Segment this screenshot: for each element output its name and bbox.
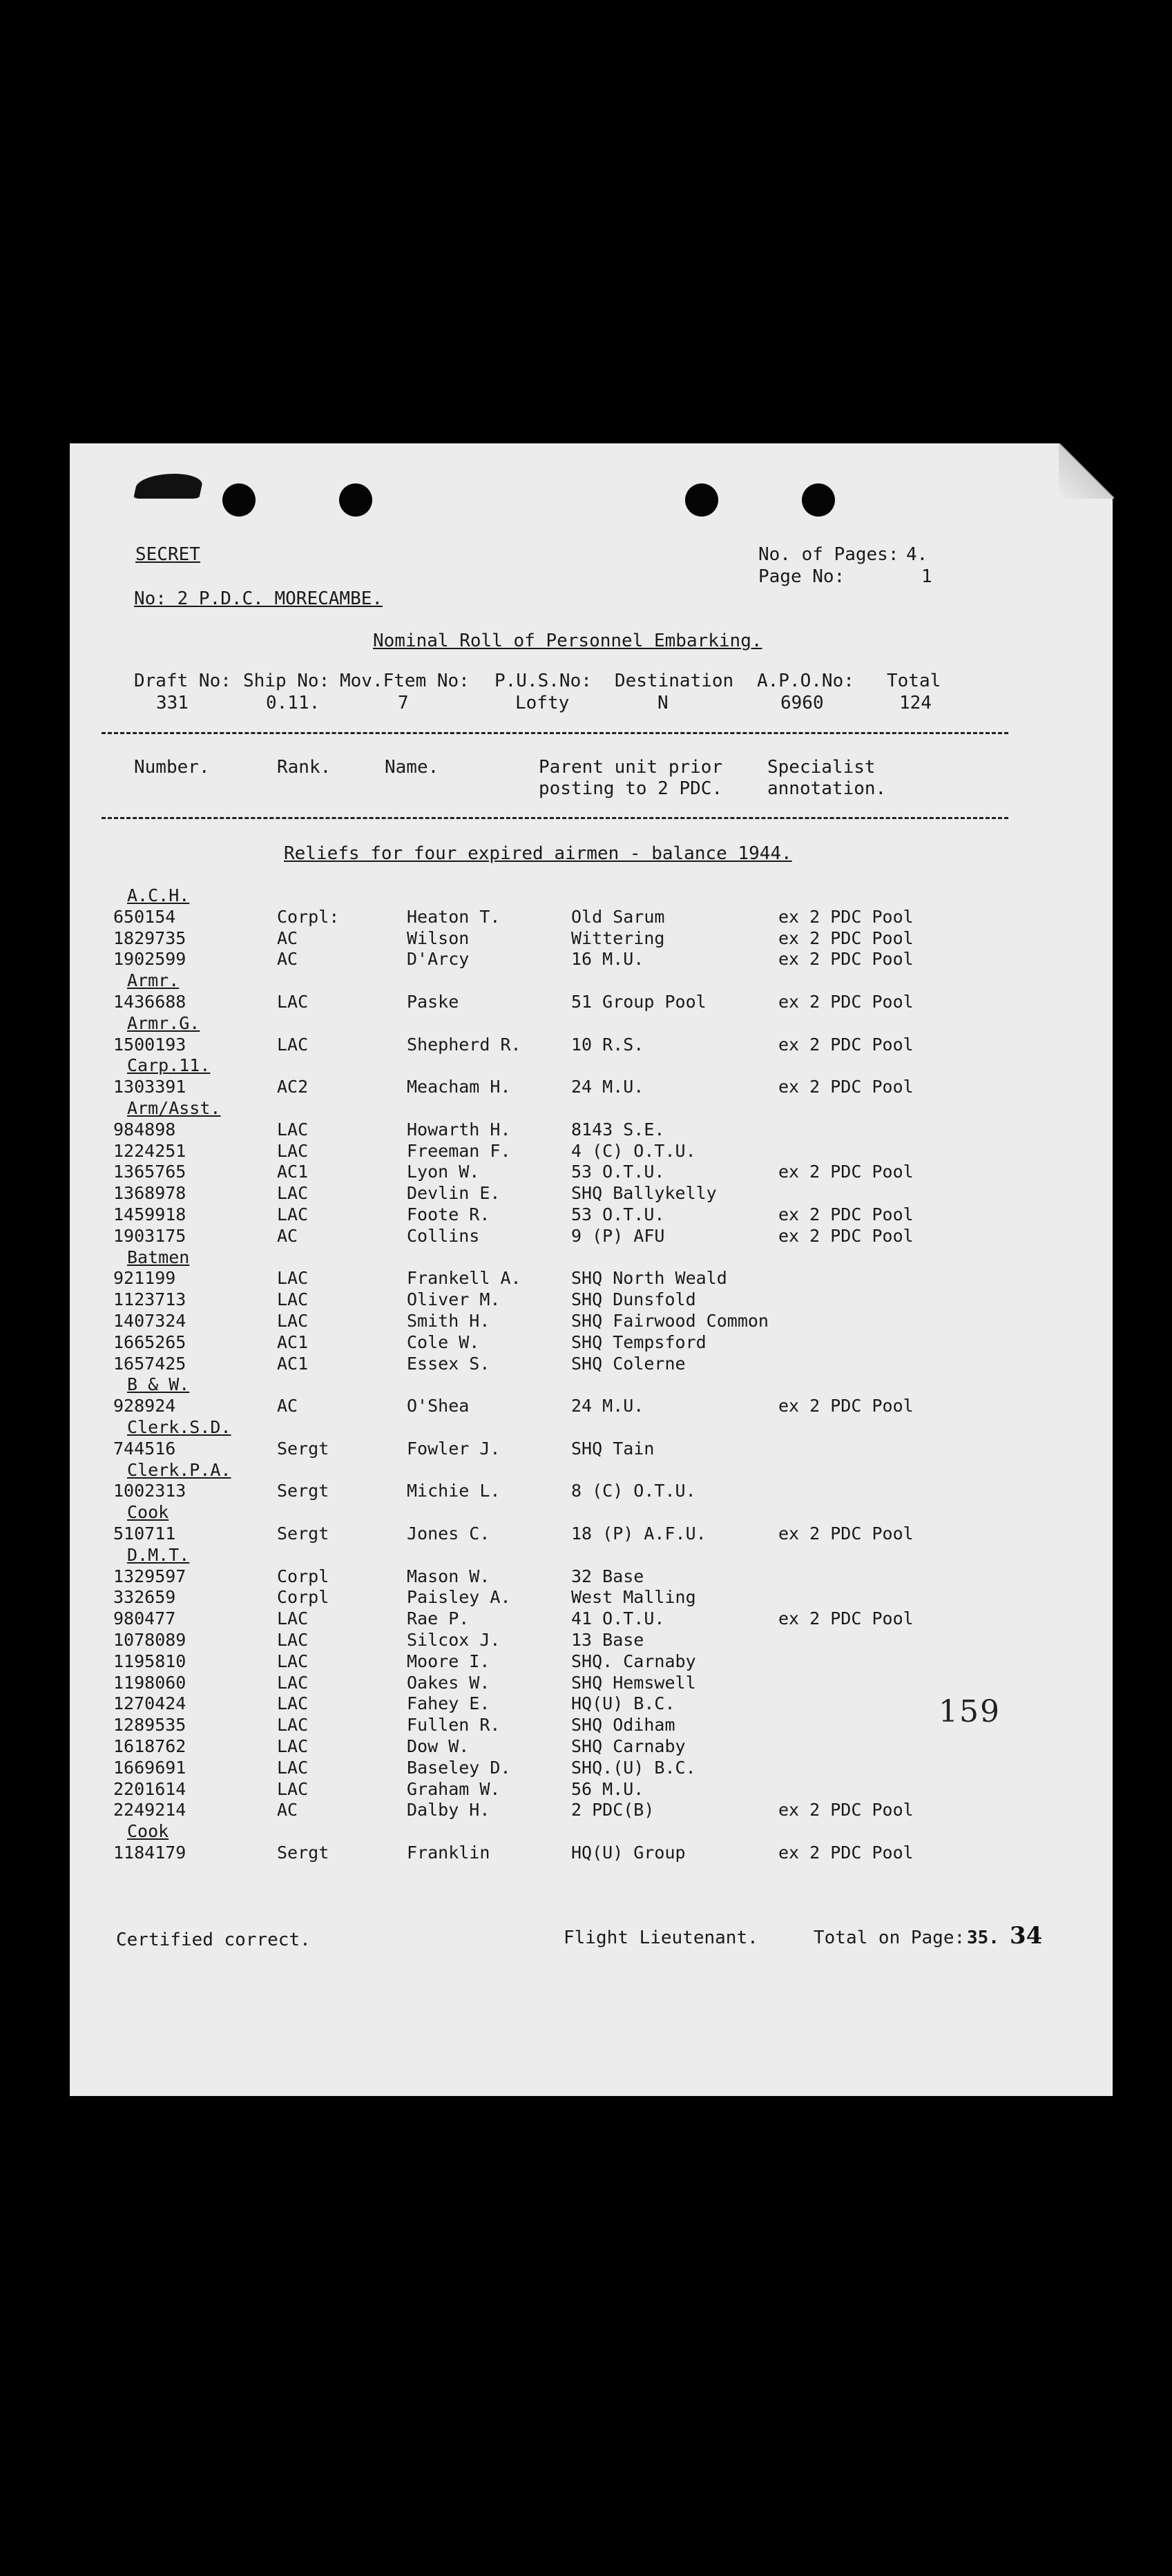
rank: AC1	[277, 1332, 309, 1352]
parent-unit: 32 Base	[571, 1566, 644, 1586]
service-number: 1198060	[113, 1672, 186, 1693]
airman-name: Oakes W.	[407, 1672, 490, 1693]
draft-value: 331	[156, 693, 189, 713]
page-stamp: 159	[939, 1694, 1001, 1729]
parent-unit: 24 M.U.	[571, 1396, 644, 1416]
page-value: 1	[921, 566, 932, 587]
ship-label: Ship No:	[243, 671, 330, 691]
airman-name: Meacham H.	[407, 1077, 511, 1097]
service-number: 1195810	[113, 1651, 186, 1671]
parent-unit: SHQ Tain	[571, 1438, 655, 1459]
draft-label: Draft No:	[134, 671, 231, 691]
rank: Corpl:	[277, 906, 340, 927]
service-number: 1500193	[113, 1034, 186, 1055]
rank: LAC	[277, 1311, 309, 1331]
pus-value: Lofty	[515, 693, 570, 713]
service-number: 1829735	[113, 927, 186, 948]
parent-unit: SHQ Ballykelly	[571, 1183, 717, 1204]
service-number: 1270424	[113, 1693, 186, 1714]
rank: LAC	[277, 1715, 309, 1736]
service-number: 1368978	[113, 1183, 186, 1204]
divider	[102, 732, 1008, 734]
airman-name: Fowler J.	[407, 1438, 501, 1459]
punch-hole	[685, 483, 718, 517]
service-number: 1224251	[113, 1140, 186, 1161]
airman-name: Oliver M.	[407, 1289, 501, 1310]
rank: AC1	[277, 1162, 309, 1182]
airman-name: Rae P.	[407, 1608, 470, 1629]
service-number: 1618762	[113, 1736, 186, 1756]
rank: LAC	[277, 1140, 309, 1161]
service-number: 510711	[113, 1524, 176, 1544]
punch-hole	[802, 483, 835, 517]
airman-name: Paisley A.	[407, 1587, 511, 1608]
service-number: 1657425	[113, 1353, 186, 1374]
parent-unit: SHQ Dunsfold	[571, 1289, 696, 1310]
rank: LAC	[277, 1268, 309, 1289]
specialist-note: ex 2 PDC Pool	[778, 1225, 914, 1246]
service-number: 1329597	[113, 1566, 186, 1586]
rank: LAC	[277, 1119, 309, 1140]
airman-name: Heaton T.	[407, 906, 501, 927]
service-number: 2249214	[113, 1800, 186, 1820]
airman-name: Mason W.	[407, 1566, 490, 1586]
page-total-label: Total on Page:	[814, 1928, 966, 1948]
rank: LAC	[277, 1608, 309, 1629]
airman-name: Dow W.	[407, 1736, 470, 1756]
column-name: Name.	[385, 757, 439, 778]
specialist-note: ex 2 PDC Pool	[778, 1396, 914, 1416]
rank: LAC	[277, 1289, 309, 1310]
parent-unit: SHQ Colerne	[571, 1353, 686, 1374]
reliefs-heading: Reliefs for four expired airmen - balance 1944.	[284, 843, 792, 864]
parent-unit: 24 M.U.	[571, 1077, 644, 1097]
specialist-note: ex 2 PDC Pool	[778, 927, 914, 948]
service-number: 744516	[113, 1438, 176, 1459]
parent-unit: SHQ Hemswell	[571, 1672, 696, 1693]
officer-rank: Flight Lieutenant.	[564, 1928, 758, 1948]
destination-value: N	[657, 693, 669, 713]
specialist-note: ex 2 PDC Pool	[778, 1800, 914, 1820]
airman-name: Freeman F.	[407, 1140, 511, 1161]
rank: AC	[277, 1225, 298, 1246]
airman-name: Baseley D.	[407, 1757, 511, 1778]
service-number: 1669691	[113, 1757, 186, 1778]
parent-unit: SHQ Carnaby	[571, 1736, 686, 1756]
service-number: 1459918	[113, 1204, 186, 1224]
movement-value: 7	[398, 693, 409, 713]
parent-unit: 9 (P) AFU	[571, 1225, 665, 1246]
parent-unit: 8143 S.E.	[571, 1119, 665, 1140]
trade-heading: Cook	[127, 1821, 169, 1842]
airman-name: D'Arcy	[407, 949, 470, 970]
specialist-note: ex 2 PDC Pool	[778, 1608, 914, 1629]
service-number: 921199	[113, 1268, 176, 1289]
parent-unit: 2 PDC(B)	[571, 1800, 655, 1820]
rank: AC	[277, 927, 298, 948]
service-number: 1903175	[113, 1225, 186, 1246]
column-specialist: Specialist	[767, 757, 876, 778]
service-number: 1078089	[113, 1630, 186, 1650]
airman-name: Devlin E.	[407, 1183, 501, 1204]
rank: LAC	[277, 1183, 309, 1204]
parent-unit: 56 M.U.	[571, 1778, 644, 1799]
rank: LAC	[277, 1672, 309, 1693]
rank: LAC	[277, 1204, 309, 1224]
rank: Corpl	[277, 1566, 329, 1586]
parent-unit: SHQ North Weald	[571, 1268, 727, 1289]
column-rank: Rank.	[277, 757, 332, 778]
page-total-typed: 35.	[967, 1928, 999, 1948]
rank: AC1	[277, 1353, 309, 1374]
parent-unit: SHQ Tempsford	[571, 1332, 707, 1352]
service-number: 650154	[113, 906, 176, 927]
page-total-handwritten: 34	[1010, 1922, 1043, 1950]
column-parent-unit: Parent unit prior	[539, 757, 723, 778]
rank: Sergt	[277, 1481, 329, 1501]
pus-label: P.U.S.No:	[494, 671, 592, 691]
parent-unit: 4 (C) O.T.U.	[571, 1140, 696, 1161]
service-number: 1289535	[113, 1715, 186, 1736]
airman-name: Moore I.	[407, 1651, 490, 1671]
punch-hole	[339, 483, 372, 517]
punch-hole	[222, 483, 256, 517]
parent-unit: 51 Group Pool	[571, 992, 707, 1012]
specialist-note: ex 2 PDC Pool	[778, 1843, 914, 1863]
airman-name: Fullen R.	[407, 1715, 501, 1736]
specialist-note: ex 2 PDC Pool	[778, 1204, 914, 1224]
unit-heading: No: 2 P.D.C. MORECAMBE.	[134, 588, 383, 609]
parent-unit: HQ(U) Group	[571, 1843, 686, 1863]
trade-heading: D.M.T.	[127, 1544, 190, 1565]
airman-name: Frankell A.	[407, 1268, 521, 1289]
airman-name: Jones C.	[407, 1524, 490, 1544]
parent-unit: SHQ.(U) B.C.	[571, 1757, 696, 1778]
column-number: Number.	[134, 757, 210, 778]
parent-unit: SHQ Odiham	[571, 1715, 675, 1736]
parent-unit: SHQ Fairwood Common	[571, 1311, 769, 1331]
service-number: 1365765	[113, 1162, 186, 1182]
rank: Sergt	[277, 1843, 329, 1863]
rank: LAC	[277, 1630, 309, 1650]
service-number: 332659	[113, 1587, 176, 1608]
rank: LAC	[277, 1651, 309, 1671]
column-parent-unit: posting to 2 PDC.	[539, 778, 723, 799]
service-number: 1436688	[113, 992, 186, 1012]
pages-value: 4.	[906, 544, 928, 565]
certified-text: Certified correct.	[116, 1930, 311, 1950]
trade-heading: Arm/Asst.	[127, 1098, 221, 1118]
movement-label: Mov.Ftem No:	[340, 671, 470, 691]
airman-name: Wilson	[407, 927, 470, 948]
ship-value: 0.11.	[266, 693, 320, 713]
total-value: 124	[899, 693, 932, 713]
service-number: 928924	[113, 1396, 176, 1416]
service-number: 1407324	[113, 1311, 186, 1331]
specialist-note: ex 2 PDC Pool	[778, 1524, 914, 1544]
page-label: Page No:	[758, 566, 845, 587]
parent-unit: 18 (P) A.F.U.	[571, 1524, 707, 1544]
trade-heading: Clerk.S.D.	[127, 1417, 231, 1437]
rank: LAC	[277, 1778, 309, 1799]
apo-label: A.P.O.No:	[757, 671, 854, 691]
service-number: 980477	[113, 1608, 176, 1629]
trade-heading: Carp.11.	[127, 1055, 211, 1076]
folded-corner	[1059, 443, 1114, 499]
rank: LAC	[277, 1693, 309, 1714]
airman-name: Smith H.	[407, 1311, 490, 1331]
trade-heading: Cook	[127, 1502, 169, 1523]
specialist-note: ex 2 PDC Pool	[778, 1077, 914, 1097]
specialist-note: ex 2 PDC Pool	[778, 949, 914, 970]
column-specialist: annotation.	[767, 778, 887, 799]
trade-heading: Armr.	[127, 970, 180, 991]
rank: AC	[277, 1800, 298, 1820]
service-number: 984898	[113, 1119, 176, 1140]
apo-value: 6960	[780, 693, 824, 713]
parent-unit: Wittering	[571, 927, 665, 948]
parent-unit: West Malling	[571, 1587, 696, 1608]
airman-name: Dalby H.	[407, 1800, 490, 1820]
airman-name: Michie L.	[407, 1481, 501, 1501]
trade-heading: Batmen	[127, 1247, 190, 1267]
parent-unit: 53 O.T.U.	[571, 1204, 665, 1224]
trade-heading: B & W.	[127, 1374, 190, 1395]
rank: Sergt	[277, 1524, 329, 1544]
rank: LAC	[277, 992, 309, 1012]
airman-name: O'Shea	[407, 1396, 470, 1416]
rank: LAC	[277, 1757, 309, 1778]
airman-name: Lyon W.	[407, 1162, 480, 1182]
total-label: Total	[887, 671, 941, 691]
airman-name: Paske	[407, 992, 459, 1012]
service-number: 1665265	[113, 1332, 186, 1352]
service-number: 1123713	[113, 1289, 186, 1310]
divider	[102, 817, 1008, 819]
airman-name: Collins	[407, 1225, 480, 1246]
specialist-note: ex 2 PDC Pool	[778, 906, 914, 927]
document-title: Nominal Roll of Personnel Embarking.	[373, 631, 762, 651]
parent-unit: 10 R.S.	[571, 1034, 644, 1055]
rank: LAC	[277, 1736, 309, 1756]
specialist-note: ex 2 PDC Pool	[778, 992, 914, 1012]
parent-unit: 8 (C) O.T.U.	[571, 1481, 696, 1501]
parent-unit: 53 O.T.U.	[571, 1162, 665, 1182]
trade-heading: Armr.G.	[127, 1012, 200, 1033]
specialist-note: ex 2 PDC Pool	[778, 1162, 914, 1182]
service-number: 1002313	[113, 1481, 186, 1501]
service-number: 1303391	[113, 1077, 186, 1097]
airman-name: Cole W.	[407, 1332, 480, 1352]
specialist-note: ex 2 PDC Pool	[778, 1034, 914, 1055]
airman-name: Shepherd R.	[407, 1034, 521, 1055]
service-number: 2201614	[113, 1778, 186, 1799]
trade-heading: A.C.H.	[127, 885, 190, 905]
parent-unit: HQ(U) B.C.	[571, 1693, 675, 1714]
rank: Corpl	[277, 1587, 329, 1608]
airman-name: Silcox J.	[407, 1630, 501, 1650]
rank: LAC	[277, 1034, 309, 1055]
service-number: 1902599	[113, 949, 186, 970]
airman-name: Foote R.	[407, 1204, 490, 1224]
parent-unit: 41 O.T.U.	[571, 1608, 665, 1629]
airman-name: Fahey E.	[407, 1693, 490, 1714]
pages-label: No. of Pages:	[758, 544, 899, 565]
rank: AC	[277, 1396, 298, 1416]
airman-name: Franklin	[407, 1843, 490, 1863]
destination-label: Destination	[615, 671, 734, 691]
secret-label: SECRET	[135, 544, 200, 565]
airman-name: Graham W.	[407, 1778, 501, 1799]
airman-name: Howarth H.	[407, 1119, 511, 1140]
parent-unit: Old Sarum	[571, 906, 665, 927]
service-number: 1184179	[113, 1843, 186, 1863]
rank: AC	[277, 949, 298, 970]
parent-unit: 13 Base	[571, 1630, 644, 1650]
rank: AC2	[277, 1077, 309, 1097]
parent-unit: SHQ. Carnaby	[571, 1651, 696, 1671]
rank: Sergt	[277, 1438, 329, 1459]
airman-name: Essex S.	[407, 1353, 490, 1374]
trade-heading: Clerk.P.A.	[127, 1459, 231, 1480]
parent-unit: 16 M.U.	[571, 949, 644, 970]
